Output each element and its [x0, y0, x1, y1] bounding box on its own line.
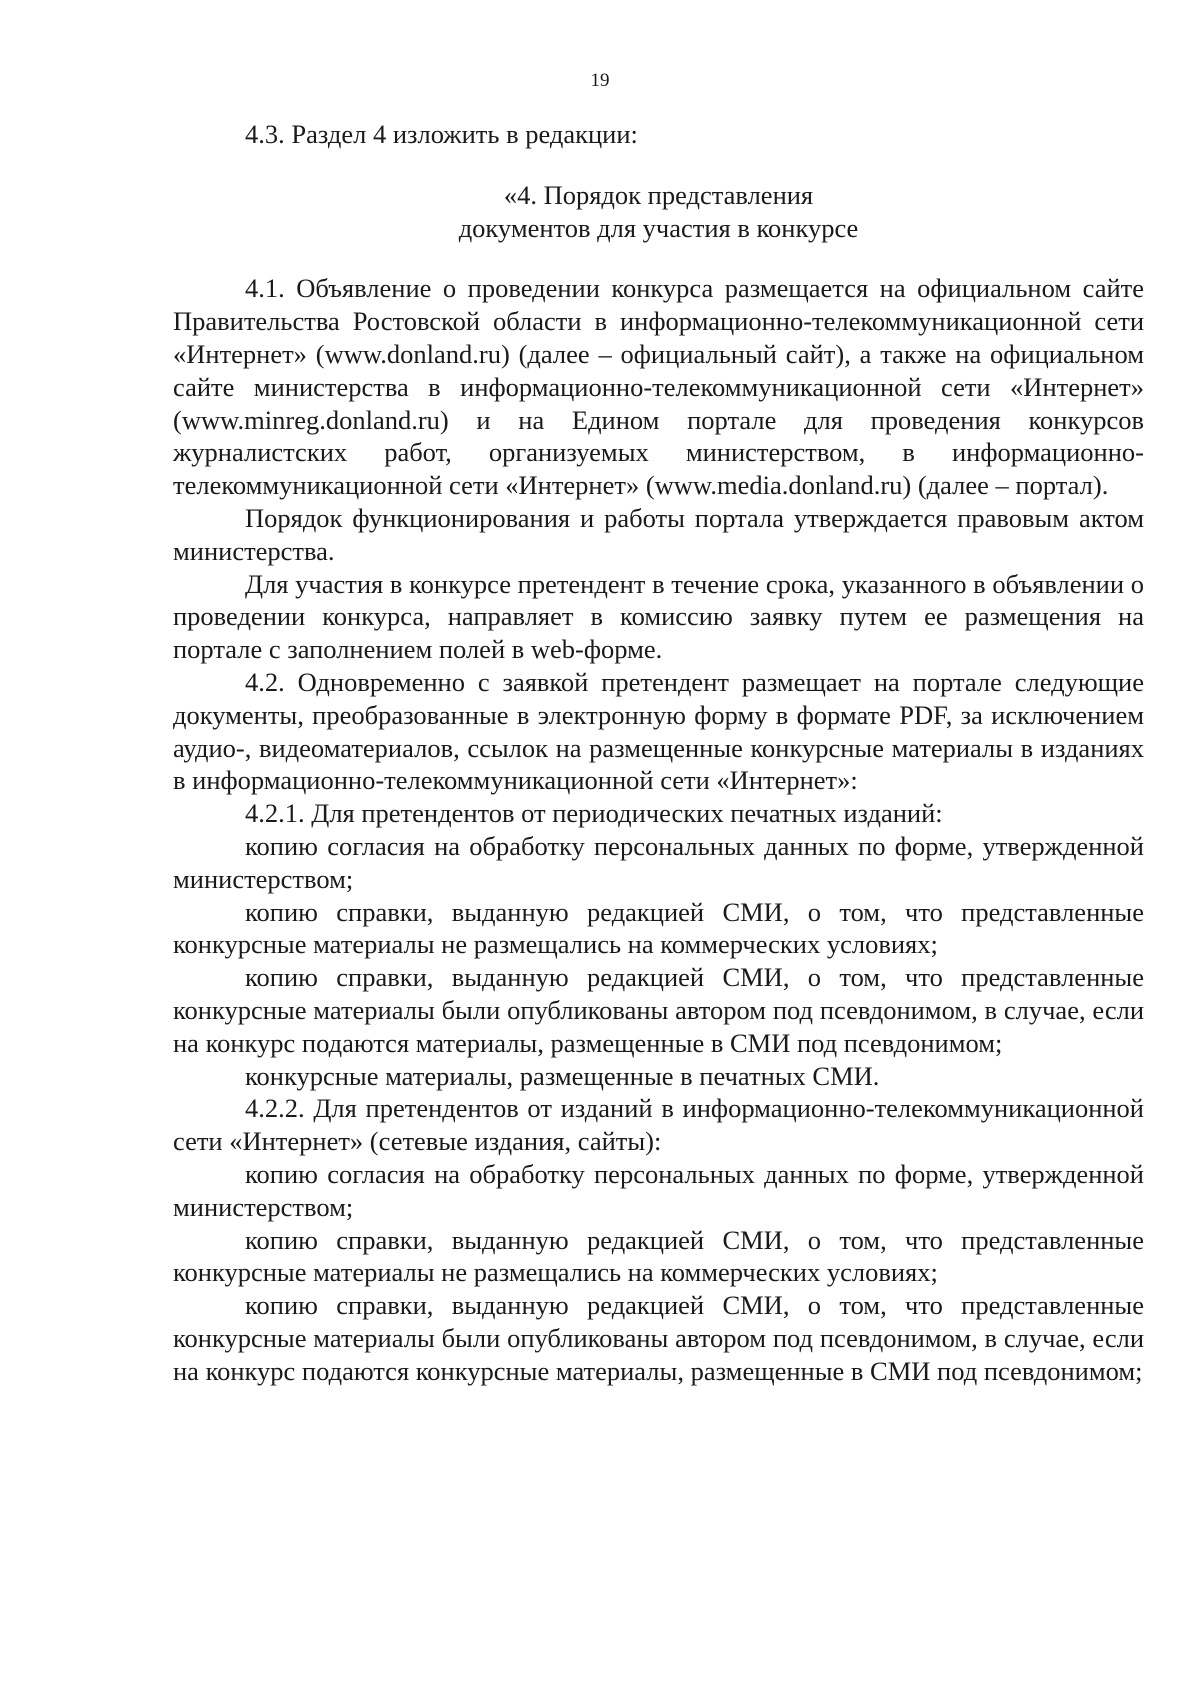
list-item: копию согласия на обработку персональных данных по форме, утвержденной министерством; [173, 830, 1144, 894]
list-item: копию справки, выданную редакцией СМИ, о том, что представленные конкурсные материалы не размещались на коммерческих условиях; [173, 896, 1144, 960]
paragraph-4-2-1: 4.2.1. Для претендентов от периодических печатных изданий: [245, 798, 943, 829]
list-item: конкурсные материалы, размещенные в печатных СМИ. [245, 1060, 880, 1091]
section-heading-line-2: документов для участия в конкурсе [458, 212, 859, 243]
page-number: 19 [590, 70, 610, 91]
paragraph-participation: Для участия в конкурсе претендент в течение срока, указанного в объявлении о проведении конкурса, направляет в комиссию заявку путем ее размещения на портале с заполнением полей в web-форме. [173, 568, 1144, 665]
document-body [173, 118, 1144, 1387]
amendment-intro: 4.3. Раздел 4 изложить в редакции: [245, 119, 638, 149]
list-item: копию справки, выданную редакцией СМИ, о том, что представленные конкурсные материалы были опубликованы автором под псевдонимом, в случае, если на конкурс подаются конкурсные материалы, размещенные в СМИ под псевдонимом; [173, 1290, 1144, 1386]
section-heading-line-1: «4. Порядок представления [503, 179, 814, 210]
paragraph-4-1: 4.1. Объявление о проведении конкурса размещается на официальном сайте Правительства Ростовской области в информационно-телекоммуникационной сети «Интернет» (www.donland.ru) (далее – официальный сайт), а также на официальном сайте министерства в информационно-телекоммуникационной сети «Интернет» (www.minreg.donland.ru) и на Едином портале для проведения конкурсов журналистских работ, организуемых министерством, в информационно-телекоммуникационной сети «Интернет» (www.media.donland.ru) (далее – портал). [173, 273, 1144, 501]
paragraph-4-2-2: 4.2.2. Для претендентов от изданий в информационно-телекоммуникационной сети «Интернет» (сетевые издания, сайты): [173, 1093, 1144, 1157]
section-heading [173, 179, 1144, 245]
paragraph-4-2: 4.2. Одновременно с заявкой претендент размещает на портале следующие документы, преобразованные в электронную форму в формате PDF, за исключением аудио-, видеоматериалов, ссылок на размещенные конкурсные материалы в изданиях в информационно-телекоммуникационной сети «Интернет»: [173, 666, 1144, 796]
list-item: копию согласия на обработку персональных данных по форме, утвержденной министерством; [173, 1158, 1144, 1222]
list-item: копию справки, выданную редакцией СМИ, о том, что представленные конкурсные материалы не размещались на коммерческих условиях; [173, 1224, 1144, 1288]
list-item: копию справки, выданную редакцией СМИ, о том, что представленные конкурсные материалы были опубликованы автором под псевдонимом, в случае, если на конкурс подаются материалы, размещенные в СМИ под псевдонимом; [173, 962, 1144, 1058]
paragraph-portal-order: Порядок функционирования и работы портала утверждается правовым актом министерства. [173, 502, 1144, 566]
